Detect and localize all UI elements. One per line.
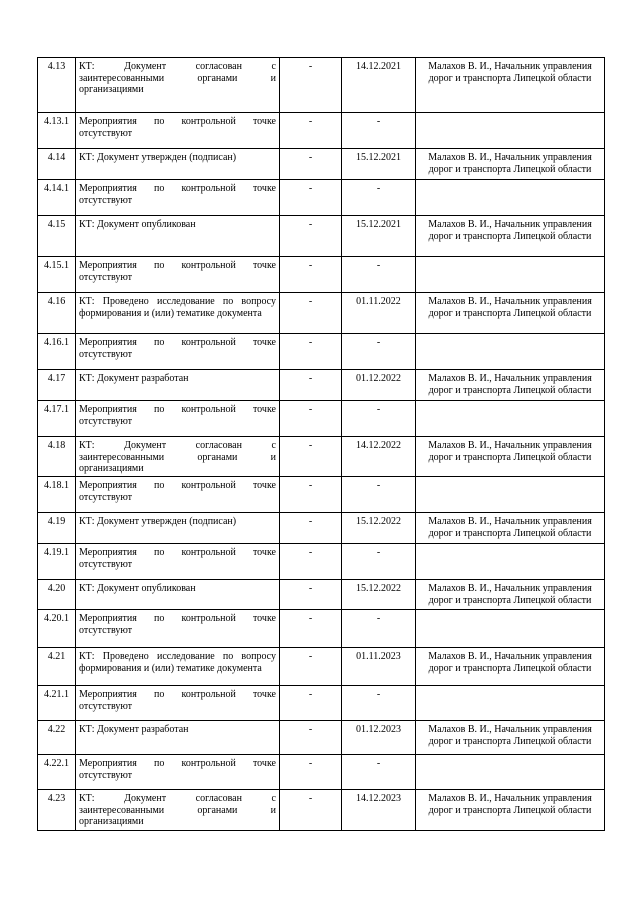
row-predecessor: - bbox=[280, 370, 342, 401]
row-responsible: Малахов В. И., Начальник управления дорог и транспорта Липецкой области bbox=[416, 721, 605, 755]
table-row bbox=[38, 721, 605, 755]
row-date: - bbox=[342, 610, 416, 648]
table-body bbox=[38, 58, 605, 831]
row-name: Мероприятия по контрольной точке отсутствуют bbox=[76, 477, 280, 513]
row-date: - bbox=[342, 477, 416, 513]
row-number: 4.17 bbox=[38, 370, 76, 401]
row-number: 4.21.1 bbox=[38, 686, 76, 721]
row-predecessor: - bbox=[280, 721, 342, 755]
row-responsible: Малахов В. И., Начальник управления дорог и транспорта Липецкой области bbox=[416, 513, 605, 544]
row-responsible bbox=[416, 334, 605, 370]
row-name: КТ: Документ согласован с заинтересованными органами и организациями bbox=[76, 58, 280, 113]
row-date: - bbox=[342, 686, 416, 721]
row-date: 15.12.2021 bbox=[342, 149, 416, 180]
row-name: Мероприятия по контрольной точке отсутствуют bbox=[76, 544, 280, 580]
row-name: КТ: Документ согласован с заинтересованными органами и организациями bbox=[76, 790, 280, 831]
row-name: Мероприятия по контрольной точке отсутствуют bbox=[76, 686, 280, 721]
row-number: 4.18.1 bbox=[38, 477, 76, 513]
table-row bbox=[38, 58, 605, 113]
table-row bbox=[38, 755, 605, 790]
row-predecessor: - bbox=[280, 544, 342, 580]
table-row bbox=[38, 610, 605, 648]
table-row bbox=[38, 113, 605, 149]
row-responsible: Малахов В. И., Начальник управления дорог и транспорта Липецкой области bbox=[416, 293, 605, 334]
row-name: Мероприятия по контрольной точке отсутствуют bbox=[76, 334, 280, 370]
row-name: Мероприятия по контрольной точке отсутствуют bbox=[76, 257, 280, 293]
row-date: - bbox=[342, 401, 416, 437]
table-row bbox=[38, 293, 605, 334]
row-name: Мероприятия по контрольной точке отсутствуют bbox=[76, 755, 280, 790]
row-number: 4.20.1 bbox=[38, 610, 76, 648]
table-row bbox=[38, 437, 605, 477]
row-number: 4.17.1 bbox=[38, 401, 76, 437]
row-date: 01.12.2023 bbox=[342, 721, 416, 755]
control-points-table bbox=[37, 57, 605, 831]
row-date: - bbox=[342, 334, 416, 370]
table-row bbox=[38, 257, 605, 293]
row-name: КТ: Документ утвержден (подписан) bbox=[76, 149, 280, 180]
row-predecessor: - bbox=[280, 686, 342, 721]
row-date: 01.11.2023 bbox=[342, 648, 416, 686]
table-row bbox=[38, 334, 605, 370]
table-row bbox=[38, 544, 605, 580]
row-number: 4.23 bbox=[38, 790, 76, 831]
row-predecessor: - bbox=[280, 334, 342, 370]
row-date: 14.12.2023 bbox=[342, 790, 416, 831]
row-number: 4.21 bbox=[38, 648, 76, 686]
row-responsible bbox=[416, 401, 605, 437]
row-predecessor: - bbox=[280, 293, 342, 334]
table-row bbox=[38, 477, 605, 513]
row-date: 15.12.2022 bbox=[342, 513, 416, 544]
row-predecessor: - bbox=[280, 216, 342, 257]
row-responsible: Малахов В. И., Начальник управления дорог и транспорта Липецкой области bbox=[416, 437, 605, 477]
table-row bbox=[38, 216, 605, 257]
row-date: 14.12.2022 bbox=[342, 437, 416, 477]
row-predecessor: - bbox=[280, 180, 342, 216]
row-name: КТ: Документ утвержден (подписан) bbox=[76, 513, 280, 544]
row-number: 4.22.1 bbox=[38, 755, 76, 790]
row-predecessor: - bbox=[280, 113, 342, 149]
row-date: - bbox=[342, 113, 416, 149]
row-number: 4.20 bbox=[38, 580, 76, 610]
row-predecessor: - bbox=[280, 257, 342, 293]
table-row bbox=[38, 790, 605, 831]
row-responsible bbox=[416, 610, 605, 648]
table-row bbox=[38, 370, 605, 401]
row-predecessor: - bbox=[280, 610, 342, 648]
row-name: КТ: Документ разработан bbox=[76, 370, 280, 401]
row-date: 15.12.2022 bbox=[342, 580, 416, 610]
row-responsible bbox=[416, 686, 605, 721]
row-responsible: Малахов В. И., Начальник управления дорог и транспорта Липецкой области bbox=[416, 790, 605, 831]
row-number: 4.16.1 bbox=[38, 334, 76, 370]
row-predecessor: - bbox=[280, 58, 342, 113]
table-row bbox=[38, 686, 605, 721]
row-responsible: Малахов В. И., Начальник управления дорог и транспорта Липецкой области bbox=[416, 216, 605, 257]
row-responsible bbox=[416, 755, 605, 790]
row-number: 4.18 bbox=[38, 437, 76, 477]
row-name: Мероприятия по контрольной точке отсутствуют bbox=[76, 610, 280, 648]
row-responsible bbox=[416, 477, 605, 513]
row-name: КТ: Документ согласован с заинтересованными органами и организациями bbox=[76, 437, 280, 477]
row-number: 4.22 bbox=[38, 721, 76, 755]
row-date: - bbox=[342, 755, 416, 790]
table-row bbox=[38, 648, 605, 686]
table-row bbox=[38, 401, 605, 437]
row-number: 4.15 bbox=[38, 216, 76, 257]
row-date: 01.12.2022 bbox=[342, 370, 416, 401]
row-name: Мероприятия по контрольной точке отсутствуют bbox=[76, 401, 280, 437]
row-predecessor: - bbox=[280, 513, 342, 544]
row-name: КТ: Документ опубликован bbox=[76, 580, 280, 610]
row-predecessor: - bbox=[280, 477, 342, 513]
row-responsible: Малахов В. И., Начальник управления дорог и транспорта Липецкой области bbox=[416, 58, 605, 113]
row-name: КТ: Документ разработан bbox=[76, 721, 280, 755]
row-number: 4.15.1 bbox=[38, 257, 76, 293]
row-number: 4.13.1 bbox=[38, 113, 76, 149]
row-responsible: Малахов В. И., Начальник управления дорог и транспорта Липецкой области bbox=[416, 648, 605, 686]
row-date: 14.12.2021 bbox=[342, 58, 416, 113]
row-number: 4.14 bbox=[38, 149, 76, 180]
row-number: 4.13 bbox=[38, 58, 76, 113]
row-number: 4.14.1 bbox=[38, 180, 76, 216]
row-name: Мероприятия по контрольной точке отсутствуют bbox=[76, 180, 280, 216]
row-date: 15.12.2021 bbox=[342, 216, 416, 257]
row-number: 4.19 bbox=[38, 513, 76, 544]
row-predecessor: - bbox=[280, 580, 342, 610]
row-name: КТ: Документ опубликован bbox=[76, 216, 280, 257]
row-name: КТ: Проведено исследование по вопросу формирования и (или) тематике документа bbox=[76, 648, 280, 686]
row-predecessor: - bbox=[280, 648, 342, 686]
row-responsible: Малахов В. И., Начальник управления дорог и транспорта Липецкой области bbox=[416, 370, 605, 401]
row-date: - bbox=[342, 257, 416, 293]
row-date: 01.11.2022 bbox=[342, 293, 416, 334]
row-responsible bbox=[416, 257, 605, 293]
row-responsible bbox=[416, 180, 605, 216]
row-date: - bbox=[342, 544, 416, 580]
table-row bbox=[38, 149, 605, 180]
row-name: КТ: Проведено исследование по вопросу формирования и (или) тематике документа bbox=[76, 293, 280, 334]
row-predecessor: - bbox=[280, 401, 342, 437]
row-predecessor: - bbox=[280, 755, 342, 790]
table-row bbox=[38, 580, 605, 610]
table-row bbox=[38, 513, 605, 544]
row-responsible bbox=[416, 544, 605, 580]
row-responsible bbox=[416, 113, 605, 149]
row-number: 4.16 bbox=[38, 293, 76, 334]
row-responsible: Малахов В. И., Начальник управления дорог и транспорта Липецкой области bbox=[416, 149, 605, 180]
row-date: - bbox=[342, 180, 416, 216]
table-row bbox=[38, 180, 605, 216]
row-name: Мероприятия по контрольной точке отсутствуют bbox=[76, 113, 280, 149]
row-predecessor: - bbox=[280, 149, 342, 180]
row-number: 4.19.1 bbox=[38, 544, 76, 580]
row-predecessor: - bbox=[280, 437, 342, 477]
row-predecessor: - bbox=[280, 790, 342, 831]
row-responsible: Малахов В. И., Начальник управления дорог и транспорта Липецкой области bbox=[416, 580, 605, 610]
